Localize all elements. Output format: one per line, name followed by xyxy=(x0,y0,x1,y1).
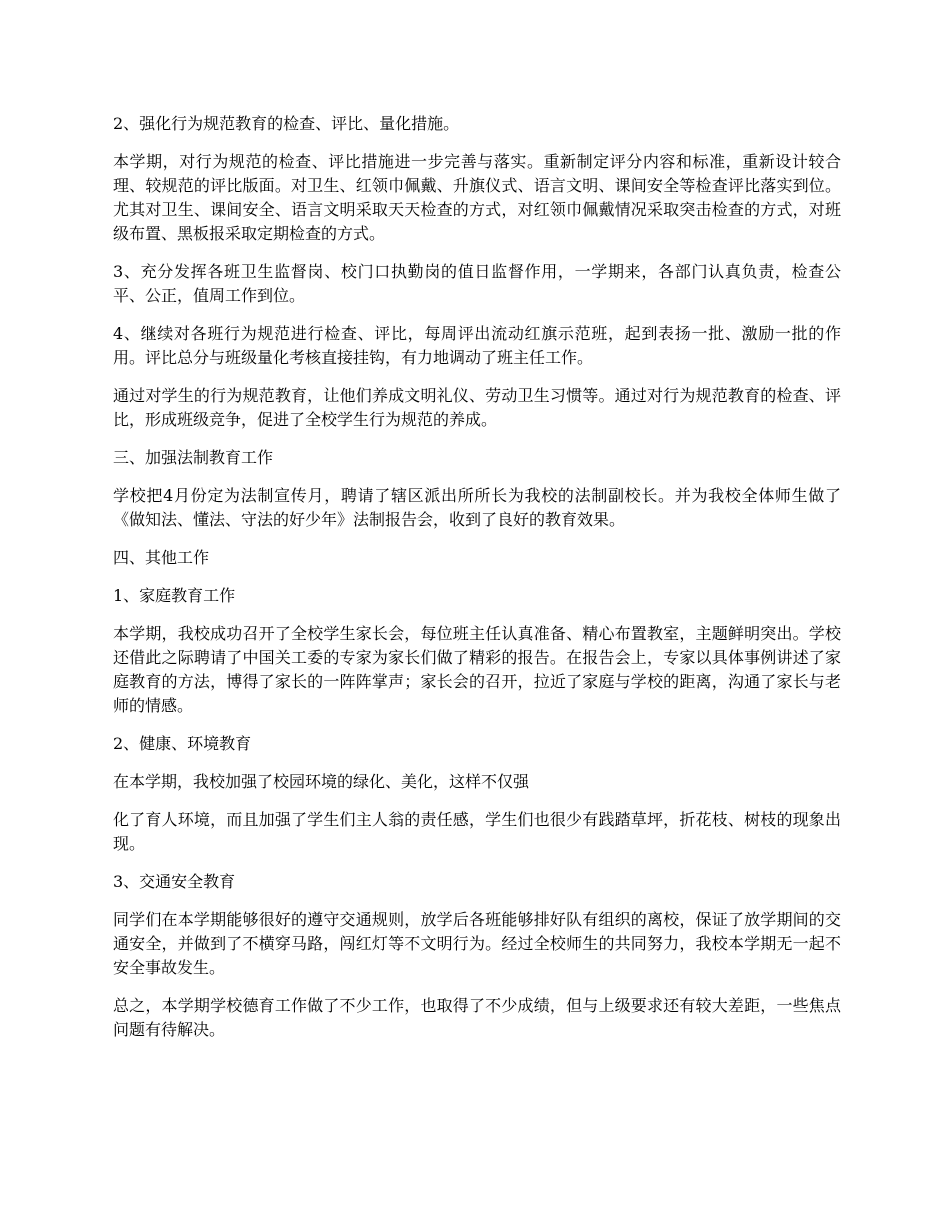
paragraph-red-flag-class: 4、继续对各班行为规范进行检查、评比，每周评出流动红旗示范班，起到表扬一批、激励一批的作用。评比总分与班级量化考核直接挂钩，有力地调动了班主任工作。 xyxy=(113,324,841,367)
paragraph-legal-education: 学校把4月份定为法制宣传月，聘请了辖区派出所所长为我校的法制副校长。并为我校全体师生做了《做知法、懂法、守法的好少年》法制报告会，收到了良好的教育效果。 xyxy=(113,486,841,529)
subheading-family-education: 1、家庭教育工作 xyxy=(113,586,236,605)
section-heading-legal-education: 三、加强法制教育工作 xyxy=(113,448,274,467)
paragraph-behavior-summary: 通过对学生的行为规范教育，让他们养成文明礼仪、劳动卫生习惯等。通过对行为规范教育的检查、评比，形成班级竞争，促进了全校学生行为规范的养成。 xyxy=(113,386,841,429)
subheading-health-environment: 2、健康、环境教育 xyxy=(113,734,252,753)
paragraph-conclusion: 总之，本学期学校德育工作做了不少工作，也取得了不少成绩，但与上级要求还有较大差距，一些焦点问题有待解决。 xyxy=(113,996,841,1039)
paragraph-responsibility: 化了育人环境，而且加强了学生们主人翁的责任感，学生们也很少有践踏草坪，折花枝、树枝的现象出现。 xyxy=(113,810,841,853)
paragraph-supervision-posts: 3、充分发挥各班卫生监督岗、校门口执勤岗的值日监督作用，一学期来，各部门认真负责，检查公平、公正，值周工作到位。 xyxy=(113,262,841,305)
paragraph-campus-greening: 在本学期，我校加强了校园环境的绿化、美化，这样不仅强 xyxy=(113,772,530,791)
paragraph-inspection-details: 本学期，对行为规范的检查、评比措施进一步完善与落实。重新制定评分内容和标准，重新设计较合理、较规范的评比版面。对卫生、红领巾佩戴、升旗仪式、语言文明、课间安全等检查评比落实到位。尤其对卫生、课间安全、语言文明采取天天检查的方式，对红领巾佩戴情况采取突击检查的方式，对班级布置、黑板报采取定期检查的方式。 xyxy=(113,152,841,243)
document-body xyxy=(113,112,841,1056)
heading-inspection-measures: 2、强化行为规范教育的检查、评比、量化措施。 xyxy=(113,114,460,133)
section-heading-other-work: 四、其他工作 xyxy=(113,548,210,567)
paragraph-traffic-rules: 同学们在本学期能够很好的遵守交通规则，放学后各班能够排好队有组织的离校，保证了放学期间的交通安全，并做到了不横穿马路，闯红灯等不文明行为。经过全校师生的共同努力，我校本学期无一起不安全事故发生。 xyxy=(113,910,841,977)
paragraph-parent-meeting: 本学期，我校成功召开了全校学生家长会，每位班主任认真准备、精心布置教室，主题鲜明突出。学校还借此之际聘请了中国关工委的专家为家长们做了精彩的报告。在报告会上，专家以具体事例讲述了家庭教育的方法，博得了家长的一阵阵掌声；家长会的召开，拉近了家庭与学校的距离，沟通了家长与老师的情感。 xyxy=(113,624,841,715)
subheading-traffic-safety: 3、交通安全教育 xyxy=(113,872,236,891)
